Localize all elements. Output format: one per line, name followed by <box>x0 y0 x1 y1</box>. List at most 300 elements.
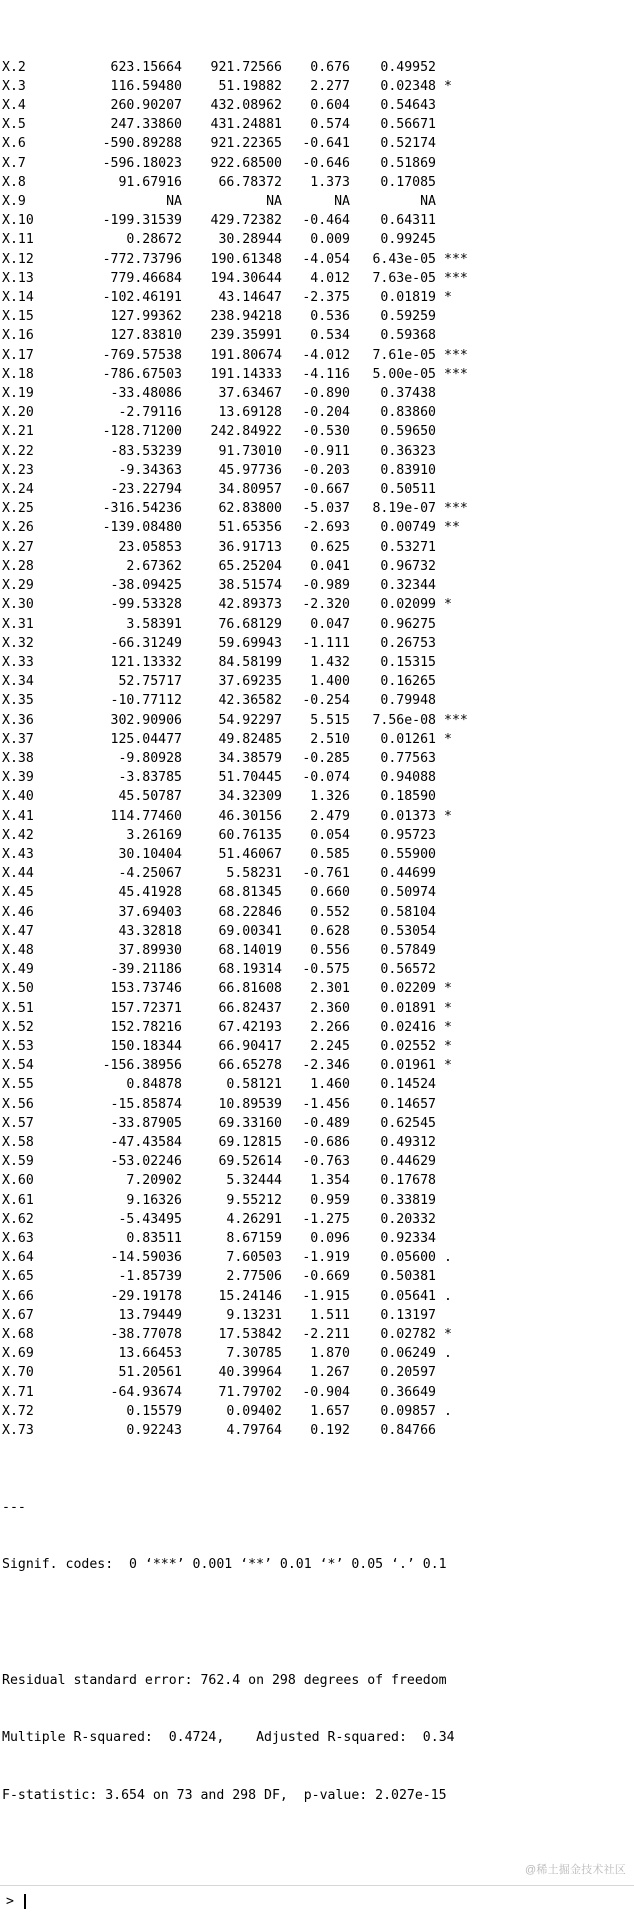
cell-signif: *** <box>444 270 468 286</box>
cell-p-value: 0.83860 <box>380 405 436 421</box>
cell-p-value: 0.95723 <box>380 827 436 843</box>
cell-signif <box>436 326 504 345</box>
cell-p-value: 0.02209 <box>380 981 436 997</box>
cell-t-value: 0.660 <box>310 885 350 901</box>
cell-term: X.54 <box>2 1058 34 1074</box>
cell-term: X.69 <box>2 1346 34 1362</box>
cell-estimate: -83.53239 <box>110 443 182 459</box>
cell-term: X.11 <box>2 232 34 248</box>
cell-p-value: 0.13197 <box>380 1307 436 1323</box>
cell-term: X.41 <box>2 808 34 824</box>
cell-estimate: 23.05853 <box>118 539 182 555</box>
cell-t-value: -1.275 <box>302 1211 350 1227</box>
cell-std-error: 66.82437 <box>218 1000 282 1016</box>
table-row <box>0 960 504 979</box>
cell-p-value: 0.18590 <box>380 789 436 805</box>
cell-std-error: 40.39964 <box>218 1365 282 1381</box>
cell-t-value: 1.326 <box>310 789 350 805</box>
cell-std-error: 4.79764 <box>226 1423 282 1439</box>
cell-term: X.47 <box>2 923 34 939</box>
cell-term: X.50 <box>2 981 34 997</box>
cell-t-value: 2.360 <box>310 1000 350 1016</box>
cell-p-value: 0.83910 <box>380 462 436 478</box>
cell-signif <box>436 211 504 230</box>
cell-t-value: 0.054 <box>310 827 350 843</box>
cell-estimate: -2.79116 <box>118 405 182 421</box>
table-row <box>0 1191 504 1210</box>
cell-t-value: -2.346 <box>302 1058 350 1074</box>
cell-std-error: 191.14333 <box>210 366 282 382</box>
cell-std-error: 34.80957 <box>218 482 282 498</box>
cell-term: X.36 <box>2 712 34 728</box>
cell-std-error: 66.78372 <box>218 174 282 190</box>
cell-term: X.66 <box>2 1288 34 1304</box>
table-row <box>0 77 504 96</box>
cell-std-error: 36.91713 <box>218 539 282 555</box>
cell-t-value: 0.047 <box>310 616 350 632</box>
cell-term: X.2 <box>2 59 26 75</box>
cell-std-error: 54.92297 <box>218 712 282 728</box>
cell-std-error: 191.80674 <box>210 347 282 363</box>
cell-signif: *** <box>444 347 468 363</box>
cell-term: X.53 <box>2 1038 34 1054</box>
cell-p-value: 0.53271 <box>380 539 436 555</box>
table-row <box>0 653 504 672</box>
cell-p-value: 0.01819 <box>380 290 436 306</box>
cell-term: X.56 <box>2 1096 34 1112</box>
cell-p-value: 0.84766 <box>380 1423 436 1439</box>
cell-std-error: 62.83800 <box>218 501 282 517</box>
table-row <box>0 384 504 403</box>
cell-t-value: -0.911 <box>302 443 350 459</box>
cell-term: X.59 <box>2 1154 34 1170</box>
cell-term: X.26 <box>2 520 34 536</box>
cell-t-value: -0.989 <box>302 578 350 594</box>
cell-term: X.30 <box>2 597 34 613</box>
cell-std-error: 67.42193 <box>218 1019 282 1035</box>
cell-p-value: 0.96732 <box>380 558 436 574</box>
table-row <box>0 1325 504 1344</box>
cell-p-value: 0.17678 <box>380 1173 436 1189</box>
cell-std-error: 34.38579 <box>218 750 282 766</box>
cell-std-error: 66.90417 <box>218 1038 282 1054</box>
cell-p-value: 0.01261 <box>380 731 436 747</box>
cell-signif <box>436 903 504 922</box>
cell-t-value: -0.254 <box>302 693 350 709</box>
cell-std-error: 51.19882 <box>218 78 282 94</box>
cell-t-value: 2.301 <box>310 981 350 997</box>
cell-std-error: 51.46067 <box>218 846 282 862</box>
table-row <box>0 58 504 77</box>
cell-estimate: 0.15579 <box>126 1403 182 1419</box>
cell-std-error: 69.12815 <box>218 1134 282 1150</box>
table-row <box>0 211 504 230</box>
cell-t-value: -0.667 <box>302 482 350 498</box>
cell-signif <box>436 422 504 441</box>
cell-term: X.65 <box>2 1269 34 1285</box>
cell-t-value: 2.479 <box>310 808 350 824</box>
table-row <box>0 307 504 326</box>
cell-estimate: -316.54236 <box>102 501 182 517</box>
cell-t-value: -0.686 <box>302 1134 350 1150</box>
table-row <box>0 979 504 998</box>
cell-std-error: 43.14647 <box>218 290 282 306</box>
table-row <box>0 480 504 499</box>
table-row <box>0 1171 504 1190</box>
cell-signif <box>436 1267 504 1286</box>
cell-signif <box>436 1171 504 1190</box>
cell-estimate: 51.20561 <box>118 1365 182 1381</box>
cell-estimate: 157.72371 <box>110 1000 182 1016</box>
cell-term: X.12 <box>2 251 34 267</box>
table-row <box>0 768 504 787</box>
cell-signif: * <box>444 1000 452 1016</box>
cell-term: X.3 <box>2 78 26 94</box>
table-row <box>0 250 504 269</box>
table-row <box>0 115 504 134</box>
cell-std-error: 8.67159 <box>226 1231 282 1246</box>
cell-estimate: -14.59036 <box>110 1250 182 1266</box>
cell-std-error: 34.32309 <box>218 789 282 805</box>
cell-estimate: -47.43584 <box>110 1134 182 1150</box>
cell-signif <box>436 1095 504 1114</box>
cell-p-value: 6.43e-05 <box>372 251 436 267</box>
cell-std-error: 45.97736 <box>218 462 282 478</box>
cell-signif <box>436 960 504 979</box>
table-row <box>0 1114 504 1133</box>
cell-signif <box>436 768 504 787</box>
table-row <box>0 422 504 441</box>
table-row <box>0 1152 504 1171</box>
cell-signif: * <box>444 1038 452 1054</box>
cell-t-value: -0.669 <box>302 1269 350 1285</box>
cell-estimate: -596.18023 <box>102 155 182 171</box>
cell-p-value: 0.20597 <box>380 1365 436 1381</box>
cell-term: X.61 <box>2 1192 34 1208</box>
cell-p-value: 0.64311 <box>380 213 436 229</box>
cell-p-value: 0.92334 <box>380 1231 436 1246</box>
cell-estimate: 9.16326 <box>126 1192 182 1208</box>
cell-signif: *** <box>444 366 468 382</box>
cell-p-value: 7.56e-08 <box>372 712 436 728</box>
cell-estimate: 121.13332 <box>110 654 182 670</box>
cell-t-value: 0.192 <box>310 1423 350 1439</box>
cell-estimate: -769.57538 <box>102 347 182 363</box>
cell-std-error: 4.26291 <box>226 1211 282 1227</box>
table-row <box>0 403 504 422</box>
cell-term: X.28 <box>2 558 34 574</box>
table-row <box>0 864 504 883</box>
cell-std-error: 68.22846 <box>218 904 282 920</box>
table-row <box>0 1210 504 1229</box>
cell-term: X.67 <box>2 1307 34 1323</box>
cell-p-value: 0.94088 <box>380 770 436 786</box>
cell-p-value: 0.32344 <box>380 578 436 594</box>
cell-term: X.21 <box>2 424 34 440</box>
table-row <box>0 288 504 307</box>
cell-signif: * <box>444 597 452 613</box>
cell-term: X.71 <box>2 1384 34 1400</box>
cell-t-value: -0.074 <box>302 770 350 786</box>
table-row <box>0 787 504 806</box>
cell-std-error: 17.53842 <box>218 1327 282 1343</box>
cell-signif <box>436 653 504 672</box>
cell-signif <box>436 557 504 576</box>
signif-codes-line: Signif. codes: 0 ‘***’ 0.001 ‘**’ 0.01 ‘*’ 0.05 ‘.’ 0.1 <box>2 1557 447 1573</box>
console-prompt[interactable] <box>0 1890 634 1912</box>
cell-estimate: 37.89930 <box>118 942 182 958</box>
table-row <box>0 230 504 249</box>
cell-t-value: 0.556 <box>310 942 350 958</box>
cell-signif <box>436 615 504 634</box>
cell-estimate: -66.31249 <box>110 635 182 651</box>
cell-p-value: 0.33819 <box>380 1192 436 1208</box>
table-row <box>0 1306 504 1325</box>
cell-signif: * <box>444 1019 452 1035</box>
cell-p-value: 0.54643 <box>380 98 436 114</box>
cell-t-value: 1.460 <box>310 1077 350 1093</box>
cell-t-value: -0.904 <box>302 1384 350 1400</box>
cell-t-value: 1.354 <box>310 1173 350 1189</box>
table-row <box>0 1383 504 1402</box>
cell-term: X.33 <box>2 654 34 670</box>
cell-std-error: 65.25204 <box>218 558 282 574</box>
cell-std-error: 37.63467 <box>218 386 282 402</box>
cell-signif <box>436 941 504 960</box>
table-row <box>0 576 504 595</box>
cell-p-value: 7.63e-05 <box>372 270 436 286</box>
cell-term: X.18 <box>2 366 34 382</box>
table-row <box>0 1344 504 1363</box>
cell-estimate: -5.43495 <box>118 1211 182 1227</box>
cell-p-value: 0.50974 <box>380 885 436 901</box>
table-row <box>0 1363 504 1382</box>
cell-estimate: 3.58391 <box>126 616 182 632</box>
cell-std-error: 0.09402 <box>226 1403 282 1419</box>
cell-p-value: 0.20332 <box>380 1211 436 1227</box>
cell-term: X.6 <box>2 136 26 152</box>
cell-estimate: -99.53328 <box>110 597 182 613</box>
cell-term: X.15 <box>2 309 34 325</box>
cell-p-value: 0.59650 <box>380 424 436 440</box>
table-row <box>0 1018 504 1037</box>
table-row <box>0 442 504 461</box>
cell-term: X.16 <box>2 328 34 344</box>
cell-signif <box>436 1363 504 1382</box>
cell-estimate: -23.22794 <box>110 482 182 498</box>
table-row <box>0 1402 504 1421</box>
cell-signif <box>436 922 504 941</box>
cell-term: X.19 <box>2 386 34 402</box>
cell-term: X.60 <box>2 1173 34 1189</box>
cell-term: X.43 <box>2 846 34 862</box>
cell-signif <box>436 691 504 710</box>
cell-t-value: 1.267 <box>310 1365 350 1381</box>
cell-p-value: 0.50511 <box>380 482 436 498</box>
cell-std-error: 42.36582 <box>218 693 282 709</box>
cell-term: X.58 <box>2 1134 34 1150</box>
cell-t-value: -1.919 <box>302 1250 350 1266</box>
cell-p-value: 8.19e-07 <box>372 501 436 517</box>
cell-signif <box>436 634 504 653</box>
cell-p-value: 0.56572 <box>380 962 436 978</box>
cell-std-error: 30.28944 <box>218 232 282 248</box>
cell-estimate: -39.21186 <box>110 962 182 978</box>
blank-line <box>0 1613 634 1632</box>
cell-term: X.37 <box>2 731 34 747</box>
watermark: @稀土掘金技术社区 <box>525 1864 626 1877</box>
cell-term: X.64 <box>2 1250 34 1266</box>
cell-t-value: 0.041 <box>310 558 350 574</box>
cell-signif <box>436 1133 504 1152</box>
cell-p-value: 0.06249 <box>380 1346 436 1362</box>
cell-p-value: 0.01961 <box>380 1058 436 1074</box>
r-squared-line: Multiple R-squared: 0.4724, Adjusted R-squared: 0.34 <box>2 1730 455 1746</box>
cell-p-value: 0.02348 <box>380 78 436 94</box>
cell-p-value: 0.79948 <box>380 693 436 709</box>
table-row <box>0 634 504 653</box>
cell-term: X.57 <box>2 1115 34 1131</box>
cell-signif <box>436 826 504 845</box>
table-row <box>0 903 504 922</box>
cell-p-value: 0.51869 <box>380 155 436 171</box>
cell-signif: . <box>444 1403 452 1419</box>
table-row <box>0 730 504 749</box>
cell-t-value: -0.530 <box>302 424 350 440</box>
cell-signif <box>436 58 504 77</box>
cell-t-value: 0.534 <box>310 328 350 344</box>
cell-signif: * <box>444 78 452 94</box>
cell-estimate: 45.41928 <box>118 885 182 901</box>
table-row <box>0 1421 504 1440</box>
cell-signif <box>436 192 504 211</box>
cell-t-value: -0.646 <box>302 155 350 171</box>
cell-p-value: 0.58104 <box>380 904 436 920</box>
cell-term: X.7 <box>2 155 26 171</box>
cell-signif <box>436 461 504 480</box>
cell-std-error: 5.58231 <box>226 866 282 882</box>
cell-signif: * <box>444 731 452 747</box>
table-row <box>0 1267 504 1286</box>
cell-std-error: 7.60503 <box>226 1250 282 1266</box>
cell-std-error: 10.89539 <box>218 1096 282 1112</box>
cell-term: X.39 <box>2 770 34 786</box>
cell-std-error: 76.68129 <box>218 616 282 632</box>
cell-t-value: -0.575 <box>302 962 350 978</box>
cell-estimate: 114.77460 <box>110 808 182 824</box>
cell-signif <box>436 1229 504 1248</box>
cell-std-error: 9.13231 <box>226 1307 282 1323</box>
cell-estimate: -9.80928 <box>118 750 182 766</box>
cell-estimate: 0.83511 <box>126 1231 182 1246</box>
cell-t-value: NA <box>334 194 350 210</box>
cell-signif <box>436 749 504 768</box>
cell-estimate: -38.77078 <box>110 1327 182 1343</box>
cell-term: X.22 <box>2 443 34 459</box>
table-row <box>0 538 504 557</box>
cell-term: X.72 <box>2 1403 34 1419</box>
table-row <box>0 134 504 153</box>
cell-signif <box>436 672 504 691</box>
cell-signif: *** <box>444 251 468 267</box>
cell-std-error: 432.08962 <box>210 98 282 114</box>
cell-signif <box>436 1152 504 1171</box>
cell-term: X.38 <box>2 750 34 766</box>
cell-estimate: 260.90207 <box>110 98 182 114</box>
cell-signif <box>436 480 504 499</box>
cell-t-value: 0.625 <box>310 539 350 555</box>
cell-estimate: -38.09425 <box>110 578 182 594</box>
cell-t-value: 2.245 <box>310 1038 350 1054</box>
cell-p-value: 0.37438 <box>380 386 436 402</box>
cell-p-value: 0.26753 <box>380 635 436 651</box>
table-row <box>0 173 504 192</box>
coefficients-table <box>0 58 504 1441</box>
cell-term: X.55 <box>2 1077 34 1093</box>
cell-term: X.48 <box>2 942 34 958</box>
cell-p-value: 0.02782 <box>380 1327 436 1343</box>
cell-p-value: 0.14524 <box>380 1077 436 1093</box>
cell-term: X.23 <box>2 462 34 478</box>
cell-std-error: 51.70445 <box>218 770 282 786</box>
table-row <box>0 1056 504 1075</box>
cell-std-error: 242.84922 <box>210 424 282 440</box>
cell-estimate: -3.83785 <box>118 770 182 786</box>
cell-std-error: 921.72566 <box>210 59 282 75</box>
cell-std-error: 5.32444 <box>226 1173 282 1189</box>
separator-line: --- <box>2 1499 26 1515</box>
cell-estimate: -139.08480 <box>102 520 182 536</box>
table-row <box>0 96 504 115</box>
cell-signif: * <box>444 981 452 997</box>
table-row <box>0 749 504 768</box>
cell-p-value: 0.17085 <box>380 174 436 190</box>
cell-std-error: 429.72382 <box>210 213 282 229</box>
cell-p-value: 0.15315 <box>380 654 436 670</box>
table-row <box>0 845 504 864</box>
cell-signif <box>436 1075 504 1094</box>
cell-t-value: -2.320 <box>302 597 350 613</box>
table-row <box>0 999 504 1018</box>
cell-t-value: 0.009 <box>310 232 350 248</box>
cell-estimate: 43.32818 <box>118 923 182 939</box>
table-row <box>0 154 504 173</box>
cell-t-value: -5.037 <box>302 501 350 517</box>
cell-estimate: -15.85874 <box>110 1096 182 1112</box>
cell-signif: * <box>444 1058 452 1074</box>
cell-t-value: 4.012 <box>310 270 350 286</box>
cell-std-error: 13.69128 <box>218 405 282 421</box>
table-row <box>0 461 504 480</box>
table-row <box>0 922 504 941</box>
cell-std-error: 0.58121 <box>226 1077 282 1093</box>
cell-std-error: 60.76135 <box>218 827 282 843</box>
cell-estimate: -29.19178 <box>110 1288 182 1304</box>
cell-t-value: -1.111 <box>302 635 350 651</box>
cell-std-error: 15.24146 <box>218 1288 282 1304</box>
cell-p-value: 5.00e-05 <box>372 366 436 382</box>
cell-estimate: -156.38956 <box>102 1058 182 1074</box>
cell-t-value: -2.211 <box>302 1327 350 1343</box>
table-row <box>0 807 504 826</box>
cell-t-value: -1.456 <box>302 1096 350 1112</box>
cell-estimate: 2.67362 <box>126 558 182 574</box>
cell-std-error: 190.61348 <box>210 251 282 267</box>
cell-p-value: 0.05641 <box>380 1288 436 1304</box>
cell-t-value: 5.515 <box>310 712 350 728</box>
cell-estimate: 30.10404 <box>118 846 182 862</box>
table-row <box>0 595 504 614</box>
